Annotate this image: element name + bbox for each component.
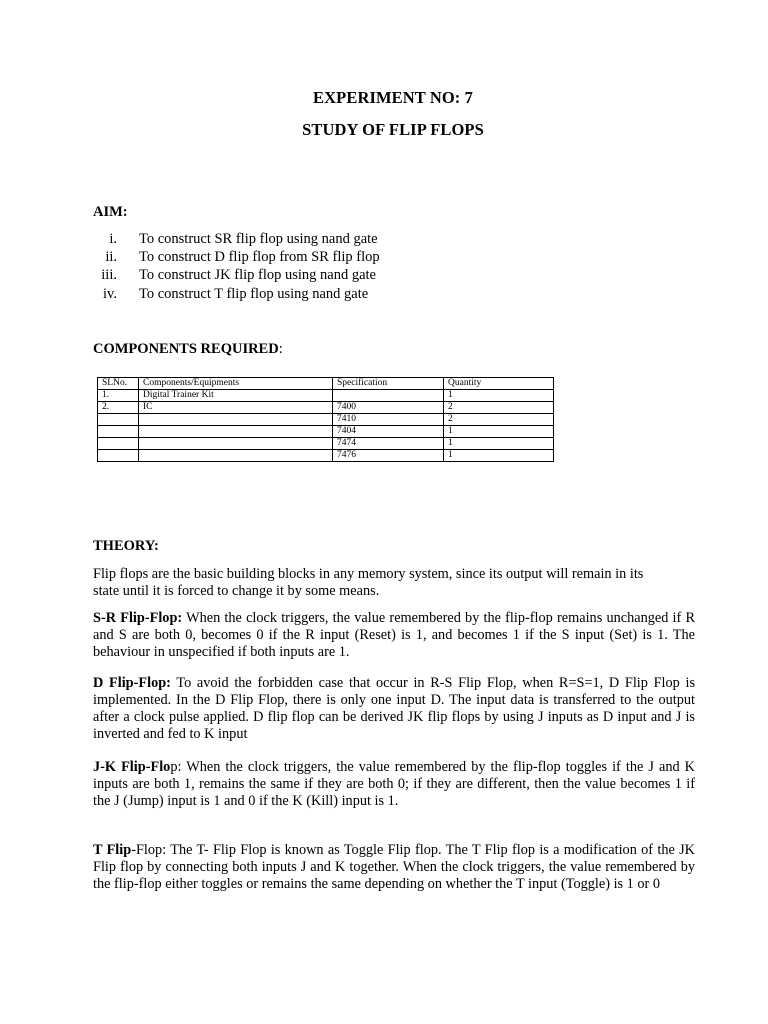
table-header-cell: SLNo.	[98, 378, 139, 390]
theory-heading: THEORY:	[93, 538, 159, 554]
table-cell: 1	[444, 438, 554, 450]
table-header-cell: Specification	[333, 378, 444, 390]
table-row	[98, 414, 554, 426]
d-flip-flop-label: D Flip-Flop:	[93, 675, 171, 691]
table-cell: IC	[139, 402, 333, 414]
table-row	[98, 438, 554, 450]
jk-flip-flop-label-tail: p	[170, 759, 178, 775]
table-cell: 1	[444, 426, 554, 438]
components-heading-colon: :	[278, 341, 283, 357]
components-table	[97, 377, 554, 462]
table-cell	[98, 450, 139, 462]
aim-item-text: To construct JK flip flop using nand gate	[139, 267, 376, 283]
table-cell: Digital Trainer Kit	[139, 390, 333, 402]
table-cell	[98, 426, 139, 438]
sr-flip-flop-text: When the clock triggers, the value remembered by the flip-flop remains unchanged if R and S are both 0, becomes 0 if the R input (Reset) is 1, and becomes 1 if the S input (Set) is 1. The behaviour in unspecified if both inputs are 1.	[93, 610, 695, 660]
t-flip-flop-paragraph	[93, 842, 695, 893]
table-cell: 2	[444, 402, 554, 414]
table-header-row	[98, 378, 554, 390]
components-heading	[93, 341, 283, 358]
table-cell	[139, 450, 333, 462]
table-cell	[139, 414, 333, 426]
table-cell: 7476	[333, 450, 444, 462]
d-flip-flop-paragraph	[93, 675, 695, 743]
table-row	[98, 390, 554, 402]
table-cell: 7404	[333, 426, 444, 438]
table-row	[98, 402, 554, 414]
sr-flip-flop-label: S-R Flip-Flop:	[93, 610, 183, 626]
table-cell: 1	[444, 450, 554, 462]
table-cell	[98, 438, 139, 450]
table-cell	[333, 390, 444, 402]
table-cell: 7410	[333, 414, 444, 426]
experiment-title: EXPERIMENT NO: 7	[313, 88, 473, 107]
theory-intro: Flip flops are the basic building blocks in any memory system, since its output will remain in its state until it is forced to change it by some means.	[93, 566, 644, 599]
aim-heading: AIM:	[93, 204, 128, 220]
t-flip-flop-label-tail: -Flop	[131, 842, 163, 858]
jk-flip-flop-label: J-K Flip-Flo	[93, 759, 171, 775]
aim-item-number: ii.	[105, 249, 117, 265]
table-header-cell: Quantity	[444, 378, 554, 390]
jk-flip-flop-text: : When the clock triggers, the value remembered by the flip-flop toggles if the J and K inputs are both 1, remains the same if they are both 0; if they are different, then the value becomes 1 if the J (Jump) input is 1 and 0 if the K (Kill) input is 1.	[93, 759, 695, 809]
jk-flip-flop-paragraph	[93, 759, 695, 810]
t-flip-flop-text: : The T- Flip Flop is known as Toggle Flip flop. The T Flip flop is a modification of the JK Flip flop by connecting both inputs J and K together. When the clock triggers, the value remembered by the flip-flop either toggles or remains the same depending on whether the T input (Toggle) is 1 or 0	[93, 842, 696, 892]
aim-item-text: To construct SR flip flop using nand gate	[139, 231, 378, 247]
table-cell	[98, 414, 139, 426]
table-cell	[139, 438, 333, 450]
table-row	[98, 450, 554, 462]
aim-item-text: To construct T flip flop using nand gate	[139, 286, 369, 302]
table-cell: 1.	[98, 390, 139, 402]
aim-item-number: i.	[109, 231, 117, 247]
table-row	[98, 426, 554, 438]
aim-item-number: iv.	[103, 286, 117, 302]
table-cell: 7400	[333, 402, 444, 414]
t-flip-flop-label: T Flip	[93, 842, 132, 858]
table-cell	[139, 426, 333, 438]
table-header-cell: Components/Equipments	[139, 378, 333, 390]
sr-flip-flop-paragraph	[93, 610, 695, 661]
d-flip-flop-text: To avoid the forbidden case that occur in R-S Flip Flop, when R=S=1, D Flip Flop is implemented. In the D Flip Flop, there is only one input D. The input data is transferred to the output after a clock pulse applied. D flip flop can be derived JK flip flops by using J inputs as D input and J is inverted and fed to K input	[93, 675, 696, 742]
table-cell: 1	[444, 390, 554, 402]
aim-item-number: iii.	[101, 267, 117, 283]
table-cell: 2	[444, 414, 554, 426]
table-cell: 7474	[333, 438, 444, 450]
components-heading-text: COMPONENTS REQUIRED	[93, 341, 279, 357]
table-cell: 2.	[98, 402, 139, 414]
study-title: STUDY OF FLIP FLOPS	[302, 120, 484, 139]
aim-item-text: To construct D flip flop from SR flip flop	[139, 249, 380, 265]
